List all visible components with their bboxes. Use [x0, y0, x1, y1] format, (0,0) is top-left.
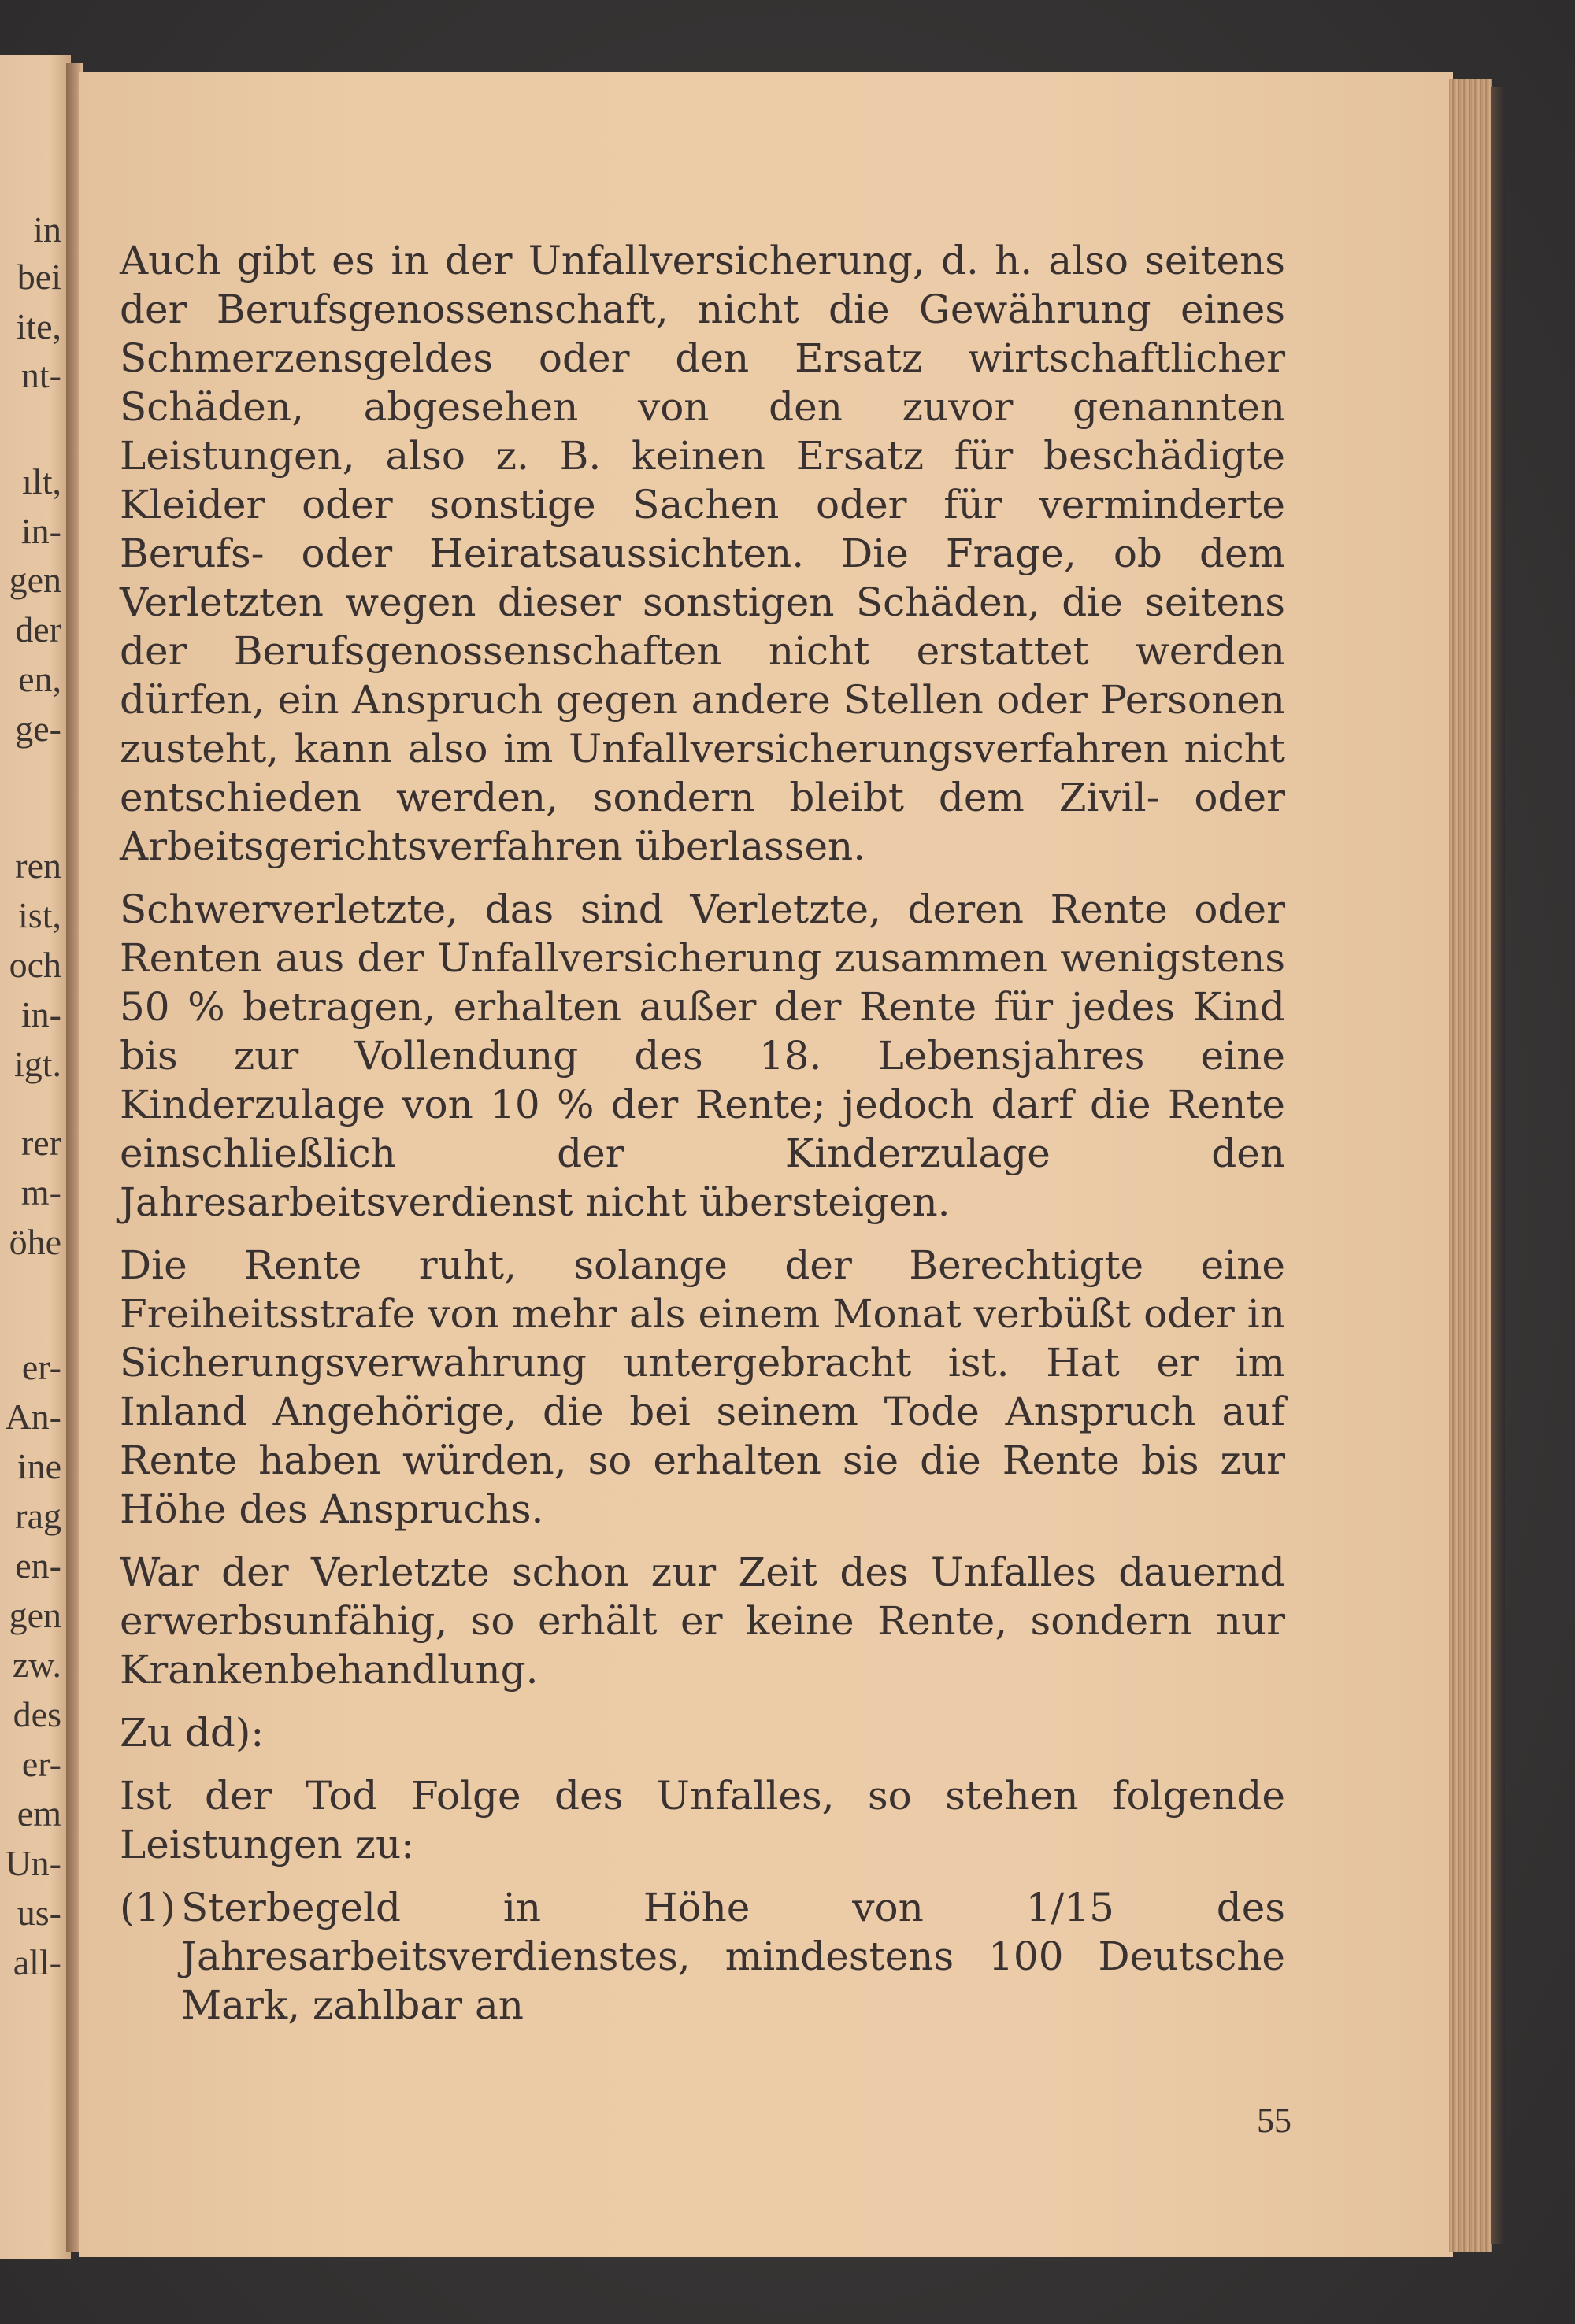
left-fragment: in- — [20, 994, 61, 1034]
left-fragment: en- — [15, 1545, 61, 1586]
left-fragment: ren — [15, 846, 61, 886]
page-stack-edge — [1449, 79, 1492, 2252]
left-fragment: rer — [20, 1123, 61, 1163]
page-number: 55 — [1257, 2101, 1292, 2140]
left-fragment: des — [13, 1694, 61, 1734]
left-page-edge — [0, 55, 71, 2259]
left-fragment: öhe — [9, 1222, 61, 1262]
list-item-number: (1) — [120, 1885, 176, 1930]
paragraph: Auch gibt es in der Unfallversicherung, d. h. also seitens der Berufsgenossenschaft, nicht die Gewährung eines Schmerzensgeldes oder den Ersatz wirtschaftlicher Schäden, abgesehen von den zuvor genannten Leistungen, also z. B. keinen Ersatz für beschädigte Kleider oder sonstige Sachen oder für verminderte Berufs- oder Heiratsaussichten. Die Frage, ob dem Verletzten wegen dieser sonstigen Schäden, die seitens der Berufsgenossenschaften nicht erstattet werden dürfen, ein Anspruch gegen andere Stellen oder Personen zusteht, kann also im Unfallversicherungsverfahren nicht entschieden werden, sondern bleibt dem Zivil- oder Arbeitsgerichtsverfahren überlassen. — [120, 238, 1285, 869]
left-fragment: gen — [9, 1595, 61, 1635]
list-item-text: Sterbegeld in Höhe von 1/15 des Jahresarbeitsverdienstes, mindestens 100 Deutsche Mark, zahlbar an — [181, 1885, 1285, 2028]
left-fragment: em — [17, 1793, 61, 1834]
section-label: Zu dd): — [120, 1710, 265, 1756]
paragraph: Die Rente ruht, solange der Berechtigte eine Freiheitsstrafe von mehr als einem Monat verbüßt oder in Sicherungsverwahrung untergebracht ist. Hat er im Inland Angehörige, die bei seinem Tode Anspruch auf Rente haben würden, so erhalten sie die Rente bis zur Höhe des Anspruchs. — [120, 1242, 1285, 1532]
left-fragment: der — [15, 609, 61, 649]
left-fragment: Un- — [5, 1843, 61, 1883]
left-fragment: och — [9, 945, 61, 985]
left-fragment: nt- — [20, 355, 61, 395]
left-fragment: er- — [21, 1744, 61, 1784]
page-body-text — [120, 236, 1285, 2030]
paragraph: War der Verletzte schon zur Zeit des Unfalles dauernd erwerbsunfähig, so erhält er keine Rente, sondern nur Krankenbehandlung. — [120, 1549, 1285, 1693]
left-fragment: ist, — [18, 895, 61, 935]
left-fragment: er- — [21, 1347, 61, 1387]
left-fragment: ine — [17, 1446, 61, 1486]
left-fragment: zw. — [12, 1645, 61, 1685]
left-fragment: An- — [5, 1397, 61, 1437]
left-fragment: ılt, — [22, 461, 61, 501]
left-fragment: gen — [9, 560, 61, 600]
left-fragment: m- — [20, 1172, 61, 1212]
left-fragment: in- — [20, 511, 61, 551]
left-fragment: rag — [15, 1496, 61, 1536]
left-fragment: bei — [17, 257, 61, 297]
left-fragment: in — [33, 209, 61, 250]
paragraph: Schwerverletzte, das sind Verletzte, deren Rente oder Renten aus der Unfallversicherung zusammen wenigstens 50 % betragen, erhalten außer der Rente für jedes Kind bis zur Vollendung des 18. Lebensjahres eine Kinderzulage von 10 % der Rente; jedoch darf die Rente einschließlich der Kinderzulage den Jahresarbeitsverdienst nicht übersteigen. — [120, 886, 1285, 1225]
left-fragment: ge- — [15, 709, 61, 749]
paragraph: Ist der Tod Folge des Unfalles, so stehen folgende Leistungen zu: — [120, 1773, 1285, 1867]
left-fragment: ite, — [16, 306, 61, 346]
left-fragment: us- — [17, 1893, 61, 1933]
left-fragment: en, — [18, 659, 61, 699]
page-stack-shadow — [1491, 87, 1505, 2244]
left-fragment: all- — [13, 1942, 61, 1982]
left-fragment: igt. — [13, 1044, 61, 1084]
list-item — [120, 1883, 1285, 2030]
